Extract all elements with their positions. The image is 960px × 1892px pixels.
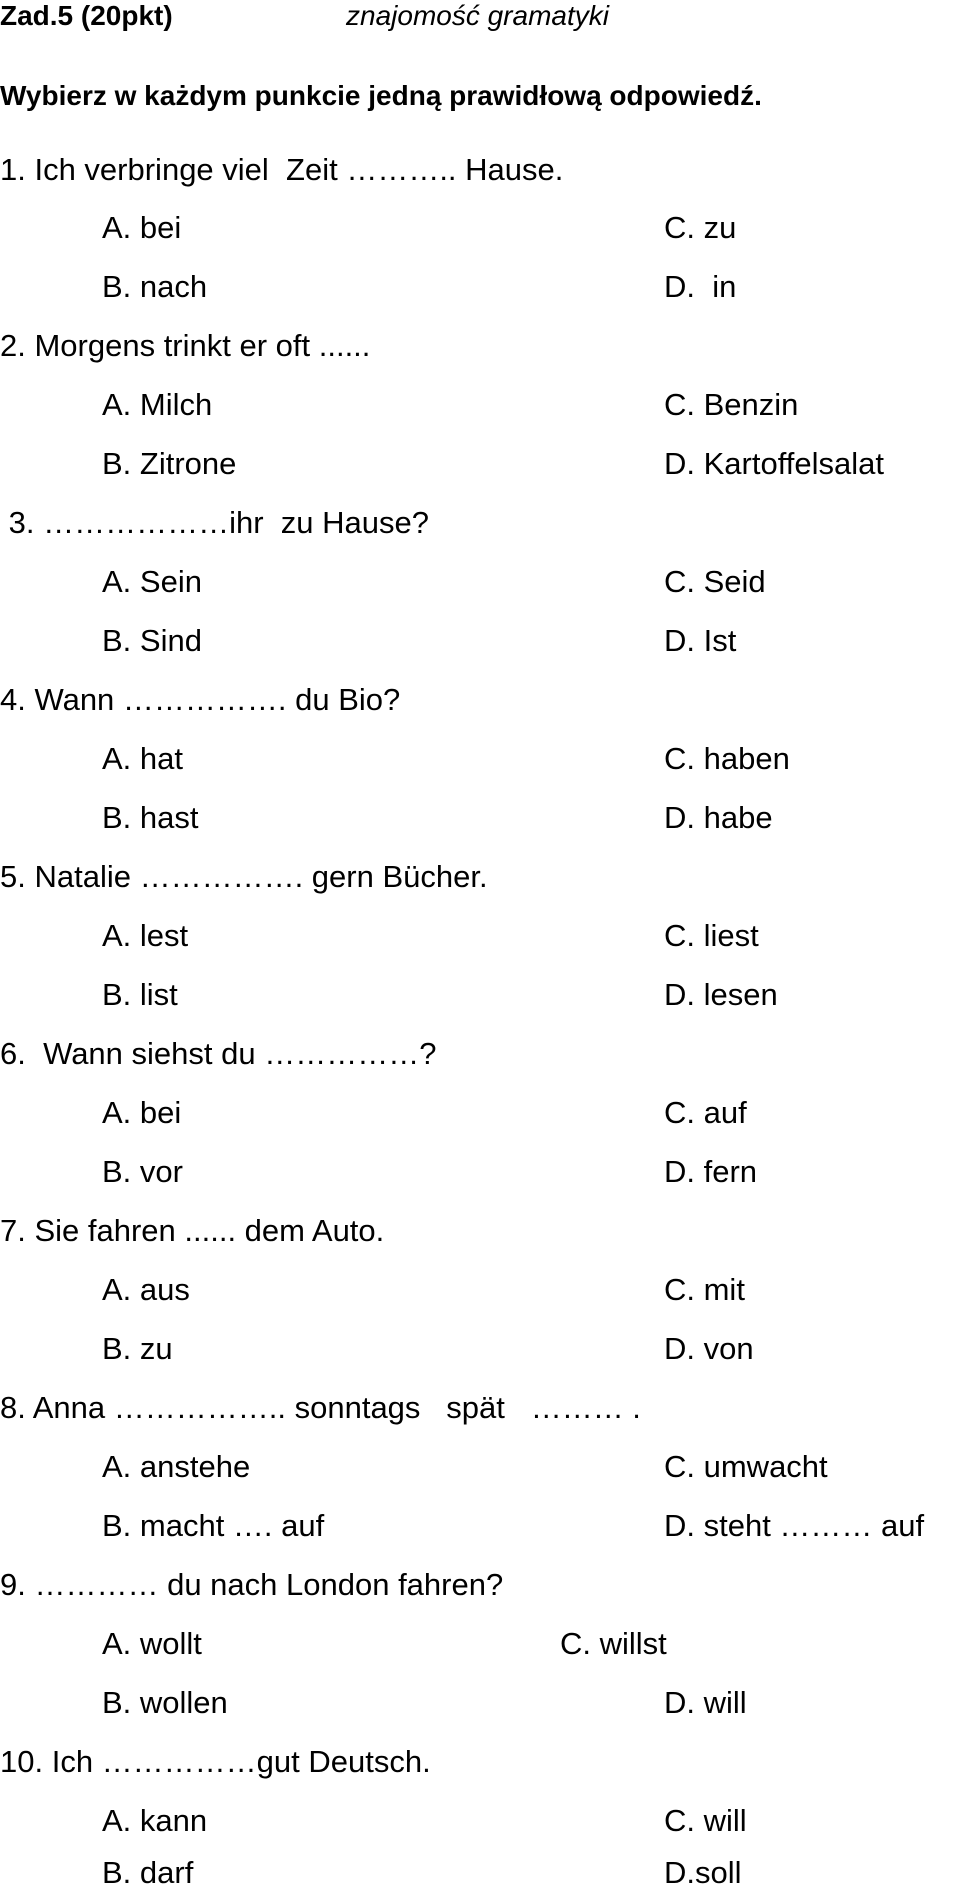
q4-option-d: D. habe <box>664 800 773 835</box>
q2-option-a: A. Milch <box>102 387 213 422</box>
q10-option-b: B. darf <box>102 1855 194 1890</box>
q2-option-d: D. Kartoffelsalat <box>664 446 884 481</box>
q3-option-a: A. Sein <box>102 564 202 599</box>
question-8: 8. Anna …………….. sonntags spät ……… . <box>0 1390 641 1425</box>
q3-option-c: C. Seid <box>664 564 766 599</box>
q1-option-a: A. bei <box>102 210 182 245</box>
q8-option-d: D. steht ……… auf <box>664 1508 925 1543</box>
exercise-instruction: Wybierz w każdym punkcie jedną prawidłową odpowiedź. <box>0 80 762 111</box>
q6-option-b: B. vor <box>102 1154 183 1189</box>
q7-option-a: A. aus <box>102 1272 190 1307</box>
question-5: 5. Natalie ……………. gern Bücher. <box>0 859 488 894</box>
question-10: 10. Ich ……………gut Deutsch. <box>0 1744 431 1779</box>
q3-option-b: B. Sind <box>102 623 202 658</box>
q4-option-c: C. haben <box>664 741 790 776</box>
exercise-title: Zad.5 (20pkt) <box>0 0 173 31</box>
q7-option-c: C. mit <box>664 1272 745 1307</box>
q6-option-c: C. auf <box>664 1095 747 1130</box>
question-6: 6. Wann siehst du ……………? <box>0 1036 437 1071</box>
question-7: 7. Sie fahren ...... dem Auto. <box>0 1213 385 1248</box>
q2-option-b: B. Zitrone <box>102 446 237 481</box>
q4-option-b: B. hast <box>102 800 199 835</box>
q5-option-c: C. liest <box>664 918 759 953</box>
q9-option-a: A. wollt <box>102 1626 202 1661</box>
question-2: 2. Morgens trinkt er oft ...... <box>0 328 371 363</box>
q2-option-c: C. Benzin <box>664 387 799 422</box>
question-4: 4. Wann ……………. du Bio? <box>0 682 401 717</box>
question-3: 3. ………………ihr zu Hause? <box>0 505 429 540</box>
q3-option-d: D. Ist <box>664 623 737 658</box>
q8-option-a: A. anstehe <box>102 1449 251 1484</box>
q6-option-a: A. bei <box>102 1095 182 1130</box>
q1-option-b: B. nach <box>102 269 208 304</box>
question-1: 1. Ich verbringe viel Zeit ……….. Hause. <box>0 152 564 187</box>
question-9: 9. ………… du nach London fahren? <box>0 1567 504 1602</box>
q10-option-a: A. kann <box>102 1803 208 1838</box>
q7-option-b: B. zu <box>102 1331 173 1366</box>
q1-option-c: C. zu <box>664 210 737 245</box>
q9-option-c: C. willst <box>560 1626 667 1661</box>
q8-option-b: B. macht …. auf <box>102 1508 325 1543</box>
q1-option-d: D. in <box>664 269 737 304</box>
q10-option-d: D.soll <box>664 1855 742 1890</box>
q8-option-c: C. umwacht <box>664 1449 828 1484</box>
exercise-subtitle: znajomość gramatyki <box>346 0 609 31</box>
q9-option-b: B. wollen <box>102 1685 228 1720</box>
q4-option-a: A. hat <box>102 741 183 776</box>
q9-option-d: D. will <box>664 1685 747 1720</box>
q5-option-d: D. lesen <box>664 977 778 1012</box>
q7-option-d: D. von <box>664 1331 754 1366</box>
q10-option-c: C. will <box>664 1803 747 1838</box>
q5-option-a: A. lest <box>102 918 189 953</box>
q6-option-d: D. fern <box>664 1154 758 1189</box>
q5-option-b: B. list <box>102 977 178 1012</box>
